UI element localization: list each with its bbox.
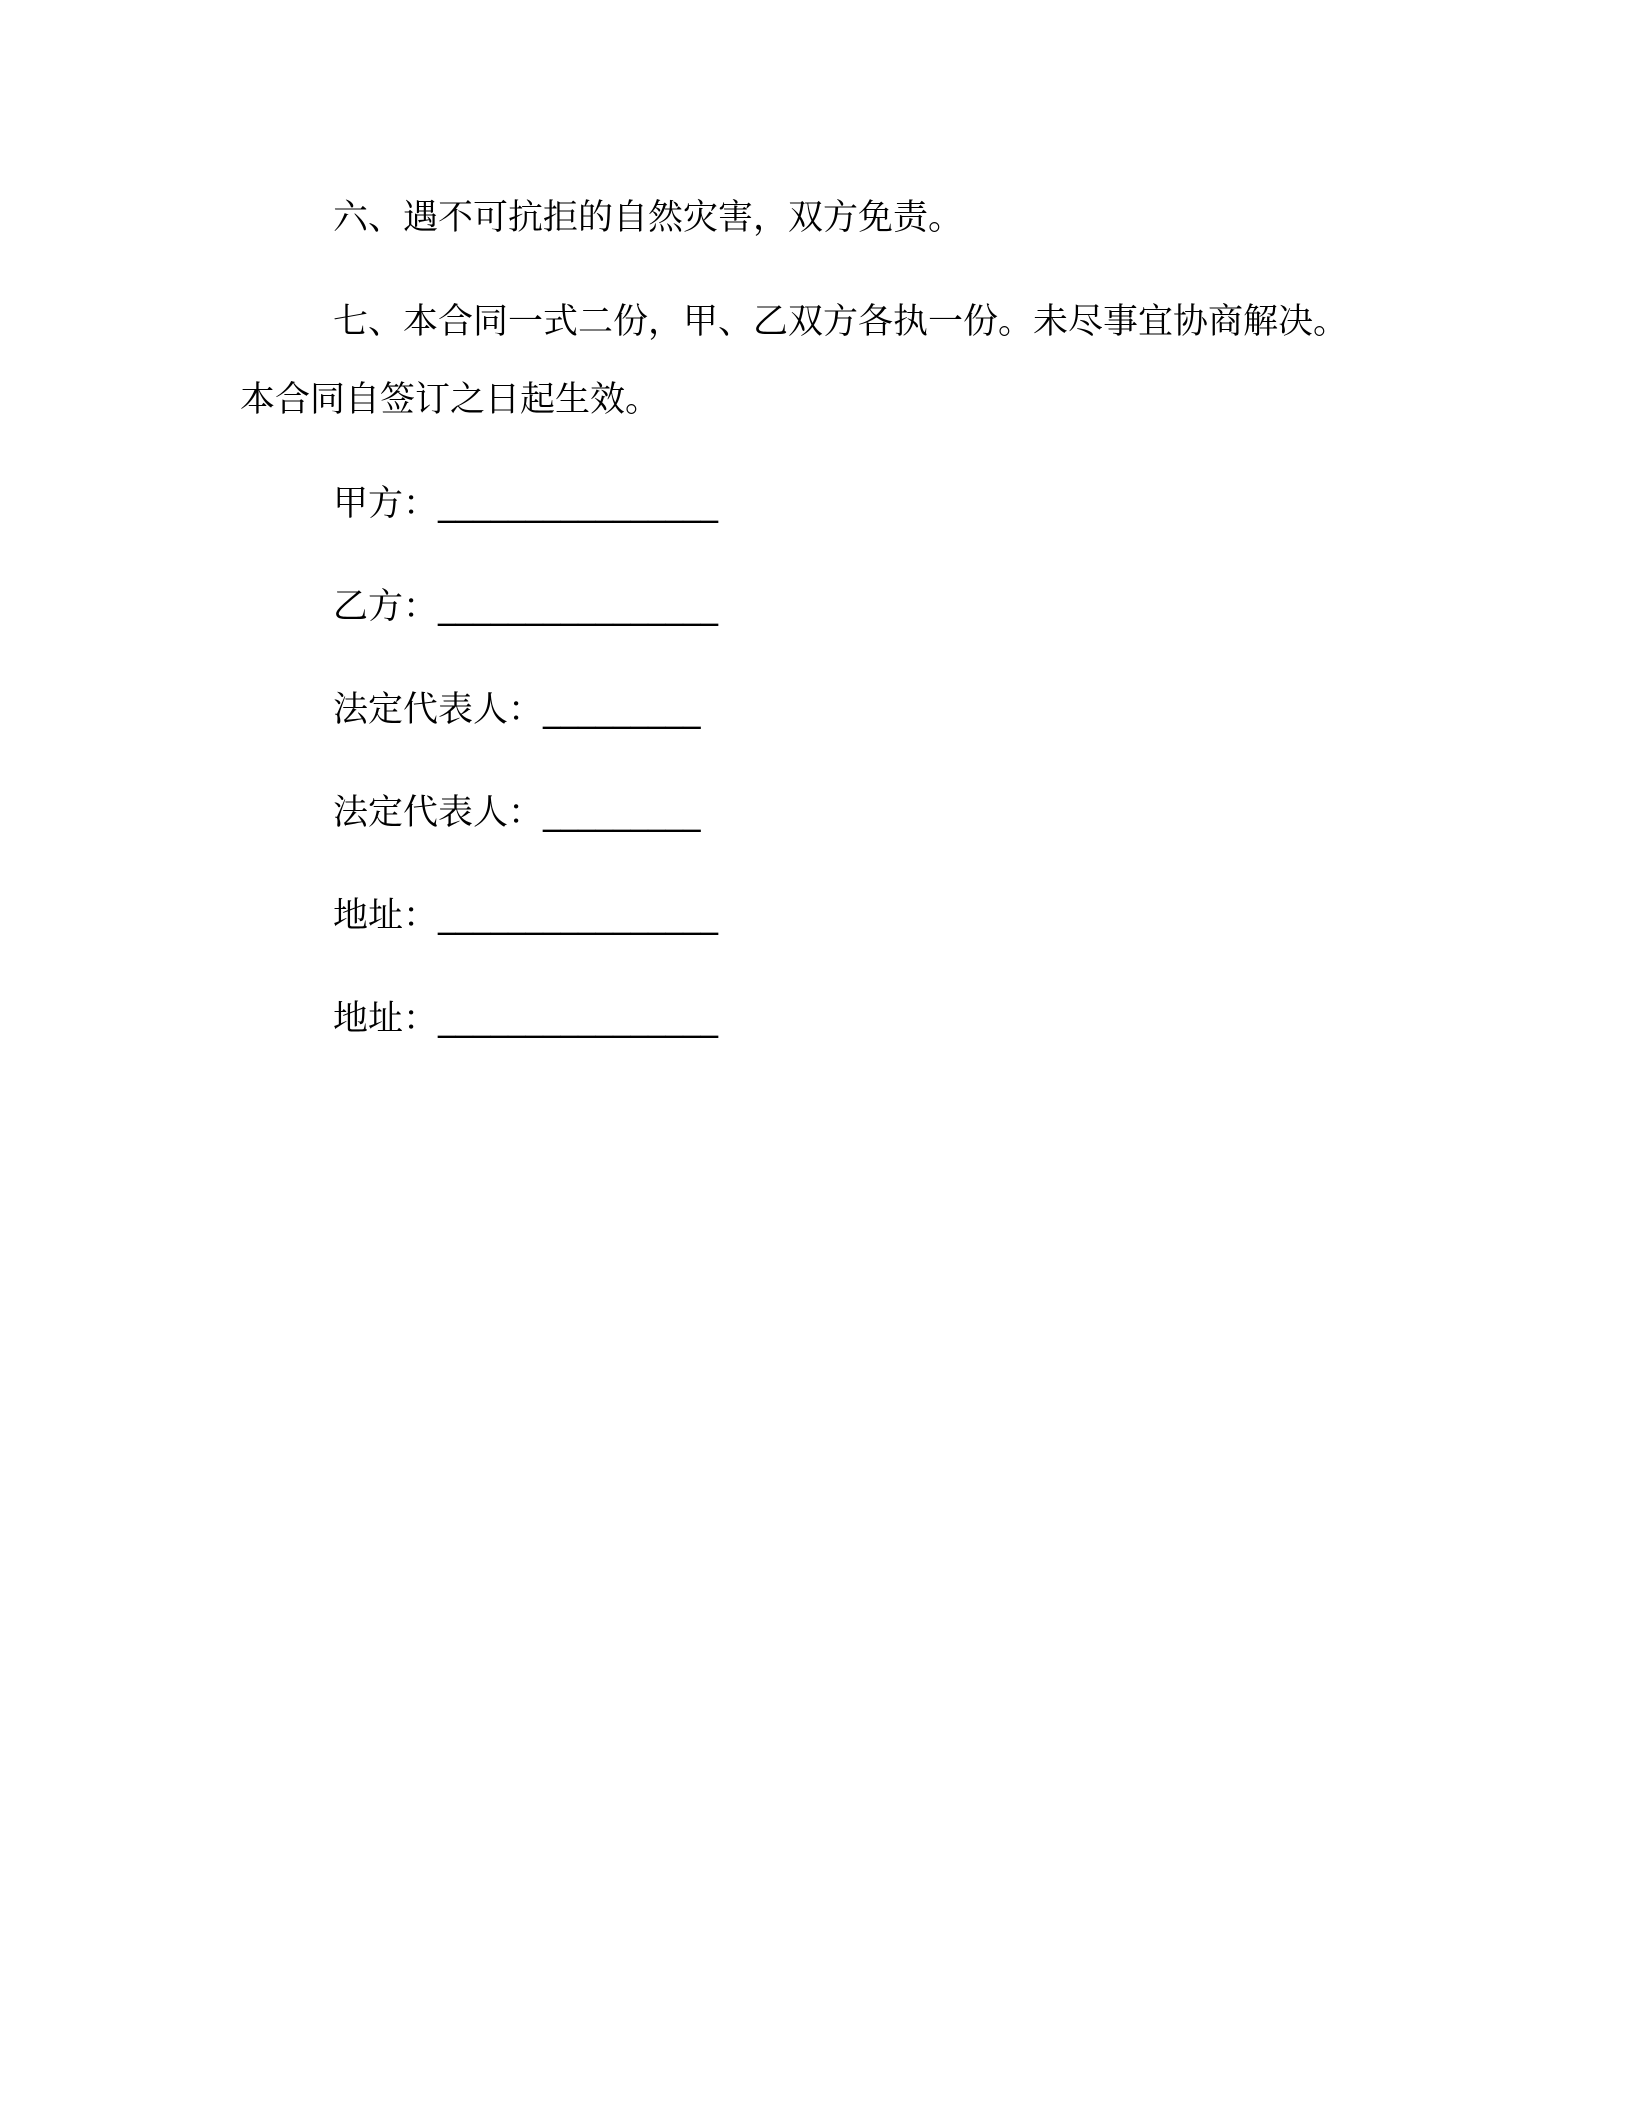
address-b: 地址：________________	[333, 999, 719, 1039]
clause-6: 六、遇不可抗拒的自然灾害，双方免责。	[333, 198, 964, 238]
legal-representative-b: 法定代表人：_________	[333, 793, 701, 833]
legal-representative-a: 法定代表人：_________	[333, 690, 701, 730]
party-b-signature: 乙方：________________	[333, 587, 719, 627]
address-a: 地址：________________	[333, 896, 719, 936]
party-a-signature: 甲方：________________	[333, 484, 719, 524]
clause-7-line-2: 本合同自签订之日起生效。	[240, 380, 661, 420]
clause-7-line-1: 七、本合同一式二份，甲、乙双方各执一份。未尽事宜协商解决。	[333, 302, 1349, 342]
